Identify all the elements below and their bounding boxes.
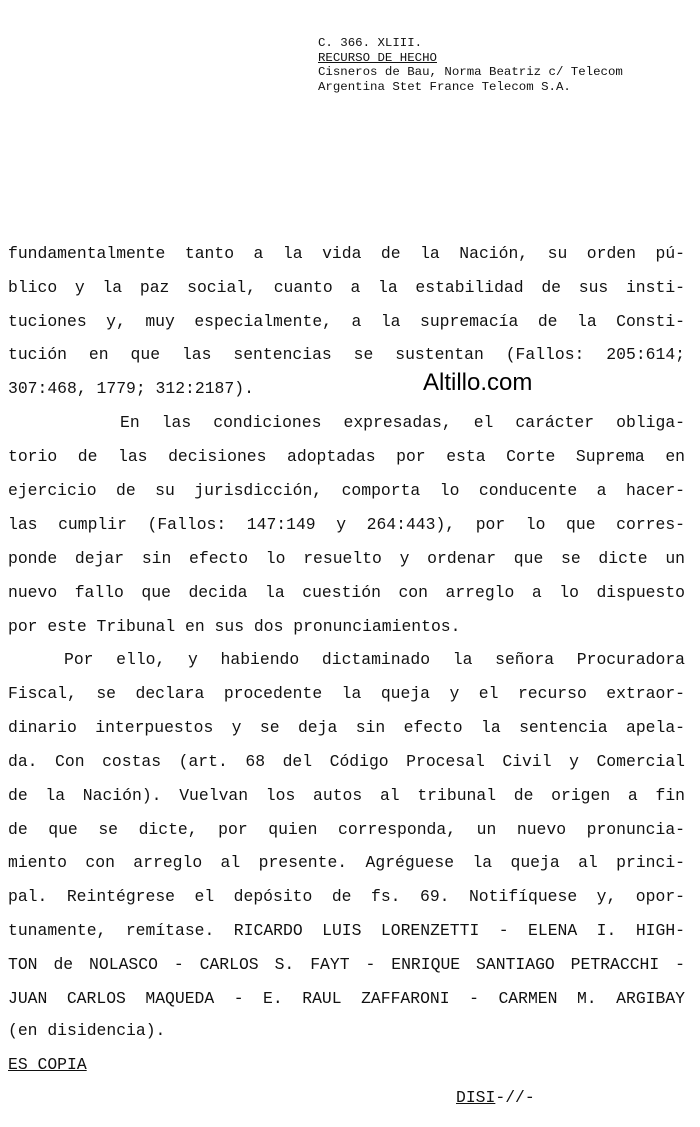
body-line: ejercicio de su jurisdicción, comporta lo conducente a hacer- <box>8 481 685 500</box>
body-line: tunamente, remítase. RICARDO LUIS LORENZETTI - ELENA I. HIGH- <box>8 921 685 940</box>
body-line: ponde dejar sin efecto lo resuelto y ordenar que se dicte un <box>8 549 685 568</box>
case-type: RECURSO DE HECHO <box>318 50 437 65</box>
body-line: tuciones y, muy especialmente, a la supremacía de la Consti- <box>8 312 685 331</box>
case-parties-line-1: Cisneros de Bau, Norma Beatriz c/ Telecom <box>318 65 623 79</box>
body-line: JUAN CARLOS MAQUEDA - E. RAUL ZAFFARONI - CARMEN M. ARGIBAY <box>8 989 685 1008</box>
body-line: de la Nación). Vuelvan los autos al tribunal de origen a fin <box>8 786 685 805</box>
body-line: torio de las decisiones adoptadas por esta Corte Suprema en <box>8 447 685 466</box>
body-line: pal. Reintégrese el depósito de fs. 69. Notifíquese y, opor- <box>8 887 685 906</box>
body-line: da. Con costas (art. 68 del Código Procesal Civil y Comercial <box>8 752 685 771</box>
body-line: dinario interpuestos y se deja sin efecto la sentencia apela- <box>8 718 685 737</box>
body-line: miento con arreglo al presente. Agréguese la queja al princi- <box>8 853 685 872</box>
body-line: En las condiciones expresadas, el carácter obliga- <box>120 413 685 432</box>
body-line: fundamentalmente tanto a la vida de la Nación, su orden pú- <box>8 244 685 263</box>
body-line: de que se dicte, por quien corresponda, un nuevo pronuncia- <box>8 820 685 839</box>
body-line: TON de NOLASCO - CARLOS S. FAYT - ENRIQUE SANTIAGO PETRACCHI - <box>8 955 685 974</box>
body-line: (en disidencia). <box>8 1021 166 1040</box>
case-header <box>318 36 623 94</box>
continuation-mark: -//- <box>495 1088 535 1107</box>
body-line: blico y la paz social, cuanto a la estabilidad de sus insti- <box>8 278 685 297</box>
es-copia-label: ES COPIA <box>8 1055 87 1074</box>
case-parties-line-2: Argentina Stet France Telecom S.A. <box>318 79 571 94</box>
altillo-watermark: Altillo.com <box>423 369 533 396</box>
body-line: nuevo fallo que decida la cuestión con arreglo a lo dispuesto <box>8 583 685 602</box>
body-line: 307:468, 1779; 312:2187). <box>8 379 254 398</box>
case-number: C. 366. XLIII. <box>318 36 423 50</box>
body-line: Fiscal, se declara procedente la queja y el recurso extraor- <box>8 684 685 703</box>
body-line: tución en que las sentencias se sustentan (Fallos: 205:614; <box>8 345 685 364</box>
page-continuation-marker <box>456 1088 535 1107</box>
body-line: por este Tribunal en sus dos pronunciamientos. <box>8 617 461 636</box>
disi-label: DISI <box>456 1088 496 1107</box>
body-line: las cumplir (Fallos: 147:149 y 264:443), por lo que corres- <box>8 515 685 534</box>
body-line: Por ello, y habiendo dictaminado la señora Procuradora <box>64 650 685 669</box>
